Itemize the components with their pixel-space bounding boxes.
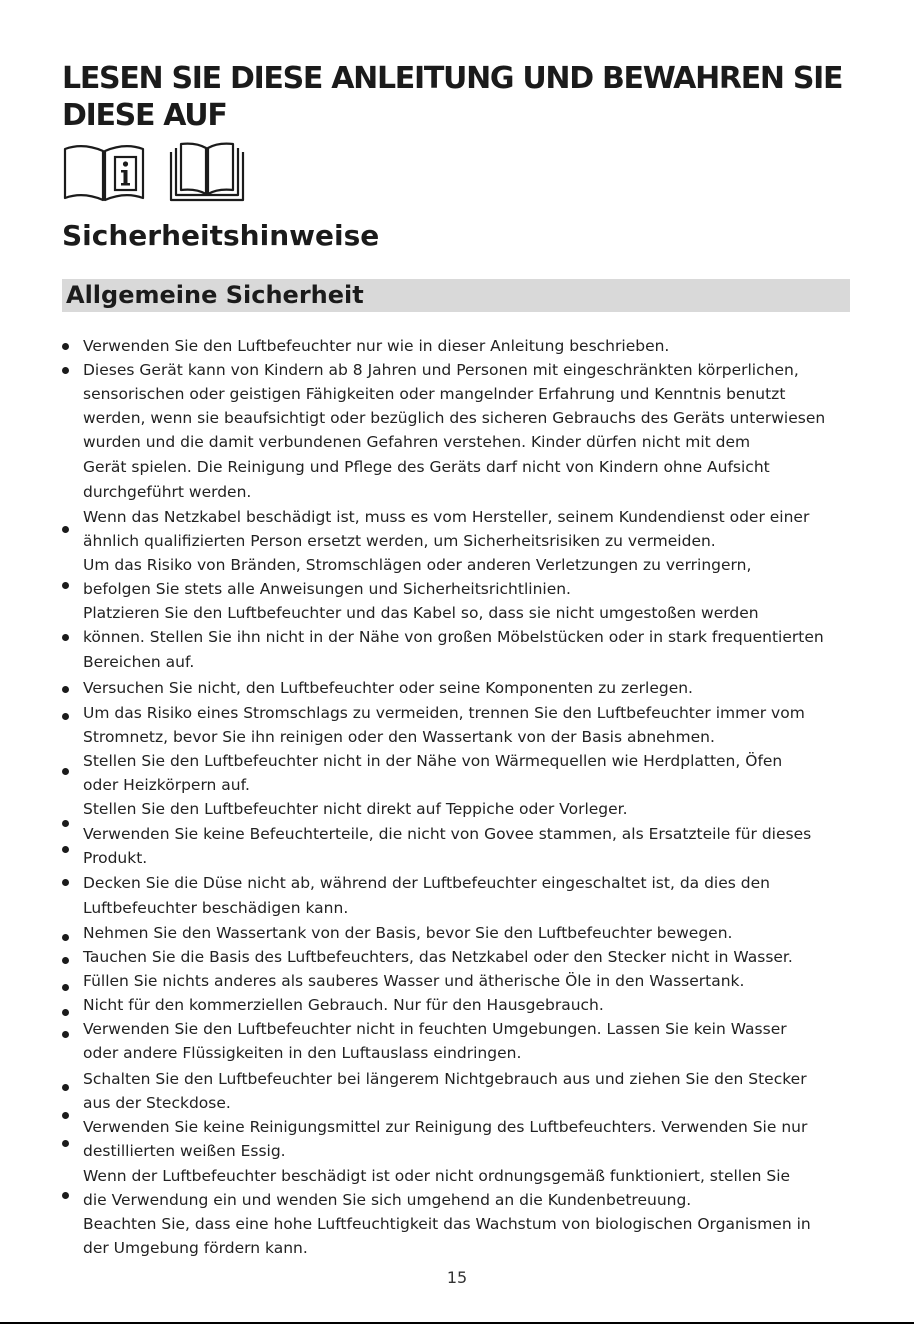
text-line: Produkt. [83, 849, 148, 867]
bullet-marker [62, 526, 69, 533]
bullet-marker [62, 367, 69, 374]
page-number: 15 [446, 1268, 468, 1287]
text-line: können. Stellen Sie ihn nicht in der Nähe von großen Möbelstücken oder in stark frequentierten [83, 628, 824, 646]
text-line: die Verwendung ein und wenden Sie sich umgehend an die Kundenbetreuung. [83, 1191, 692, 1209]
text-line: Decken Sie die Düse nicht ab, während der Luftbefeuchter eingeschaltet ist, da dies den [83, 874, 770, 892]
text-line: Beachten Sie, dass eine hohe Luftfeuchtigkeit das Wachstum von biologischen Organismen in [83, 1215, 811, 1233]
text-line: aus der Steckdose. [83, 1094, 231, 1112]
bullet-marker [62, 1009, 69, 1016]
text-line: destillierten weißen Essig. [83, 1142, 286, 1160]
subsection-title: Allgemeine Sicherheit [66, 281, 364, 309]
text-line: werden, wenn sie beaufsichtigt oder bezüglich des sicheren Gebrauchs des Geräts unterwiesen [83, 409, 826, 427]
text-line: ähnlich qualifizierten Person ersetzt werden, um Sicherheitsrisiken zu vermeiden. [83, 532, 716, 550]
bullet-marker [62, 768, 69, 775]
text-line: oder Heizkörpern auf. [83, 776, 250, 794]
bullet-marker [62, 1084, 69, 1091]
text-line: Nehmen Sie den Wassertank von der Basis, bevor Sie den Luftbefeuchter bewegen. [83, 924, 733, 942]
text-line: der Umgebung fördern kann. [83, 1239, 308, 1257]
bullet-marker [62, 343, 69, 350]
bullet-marker [62, 1031, 69, 1038]
text-line: Verwenden Sie den Luftbefeuchter nur wie in dieser Anleitung beschrieben. [83, 337, 670, 355]
open-book-icon [168, 142, 246, 204]
info-manual-icon [62, 142, 146, 204]
text-line: Um das Risiko von Bränden, Stromschlägen oder anderen Verletzungen zu verringern, [83, 556, 752, 574]
text-line: Platzieren Sie den Luftbefeuchter und das Kabel so, dass sie nicht umgestoßen werden [83, 604, 759, 622]
text-line: Stromnetz, bevor Sie ihn reinigen oder den Wassertank von der Basis abnehmen. [83, 728, 715, 746]
section-title: Sicherheitshinweise [62, 219, 380, 252]
text-line: Dieses Gerät kann von Kindern ab 8 Jahren und Personen mit eingeschränkten körperlichen, [83, 361, 799, 379]
text-line: Tauchen Sie die Basis des Luftbefeuchters, das Netzkabel oder den Stecker nicht in Wasser. [83, 948, 793, 966]
text-line: Schalten Sie den Luftbefeuchter bei längerem Nichtgebrauch aus und ziehen Sie den Stecker [83, 1070, 807, 1088]
text-line: Verwenden Sie den Luftbefeuchter nicht in feuchten Umgebungen. Lassen Sie kein Wasser [83, 1020, 787, 1038]
text-line: Wenn das Netzkabel beschädigt ist, muss es vom Hersteller, seinem Kundendienst oder einer [83, 508, 810, 526]
bullet-marker [62, 934, 69, 941]
bullet-marker [62, 1192, 69, 1199]
text-line: wurden und die damit verbundenen Gefahren verstehen. Kinder dürfen nicht mit dem [83, 433, 751, 451]
bullet-marker [62, 879, 69, 886]
text-line: Füllen Sie nichts anderes als sauberes Wasser und ätherische Öle in den Wassertank. [83, 972, 745, 990]
bullet-marker [62, 957, 69, 964]
bullet-marker [62, 686, 69, 693]
text-line: Verwenden Sie keine Reinigungsmittel zur Reinigung des Luftbefeuchters. Verwenden Sie nur [83, 1118, 808, 1136]
text-line: Luftbefeuchter beschädigen kann. [83, 899, 349, 917]
text-line: oder andere Flüssigkeiten in den Luftauslass eindringen. [83, 1044, 522, 1062]
text-line: Verwenden Sie keine Befeuchterteile, die nicht von Govee stammen, als Ersatzteile für dieses [83, 825, 812, 843]
bullet-marker [62, 713, 69, 720]
text-line: Wenn der Luftbefeuchter beschädigt ist oder nicht ordnungsgemäß funktioniert, stellen Sie [83, 1167, 791, 1185]
text-line: Nicht für den kommerziellen Gebrauch. Nur für den Hausgebrauch. [83, 996, 604, 1014]
text-line: Stellen Sie den Luftbefeuchter nicht in der Nähe von Wärmequellen wie Herdplatten, Öfen [83, 752, 783, 770]
text-line: Gerät spielen. Die Reinigung und Pflege des Geräts darf nicht von Kindern ohne Aufsicht [83, 458, 770, 476]
bullet-marker [62, 582, 69, 589]
text-line: befolgen Sie stets alle Anweisungen und Sicherheitsrichtlinien. [83, 580, 571, 598]
bullet-marker [62, 846, 69, 853]
text-line: Versuchen Sie nicht, den Luftbefeuchter oder seine Komponenten zu zerlegen. [83, 679, 693, 697]
bullet-marker [62, 820, 69, 827]
text-line: durchgeführt werden. [83, 483, 252, 501]
subsection-header-bar [62, 279, 850, 312]
text-line: Bereichen auf. [83, 653, 195, 671]
bullet-marker [62, 1140, 69, 1147]
text-line: Stellen Sie den Luftbefeuchter nicht direkt auf Teppiche oder Vorleger. [83, 800, 628, 818]
bullet-marker [62, 984, 69, 991]
bullet-marker [62, 634, 69, 641]
manual-icons [62, 142, 246, 204]
page-title: LESEN SIE DIESE ANLEITUNG UND BEWAHREN SIE DIESE AUF [62, 61, 843, 133]
bullet-marker [62, 1112, 69, 1119]
text-line: sensorischen oder geistigen Fähigkeiten oder mangelnder Erfahrung und Kenntnis benutzt [83, 385, 786, 403]
text-line: Um das Risiko eines Stromschlags zu vermeiden, trennen Sie den Luftbefeuchter immer vom [83, 704, 805, 722]
